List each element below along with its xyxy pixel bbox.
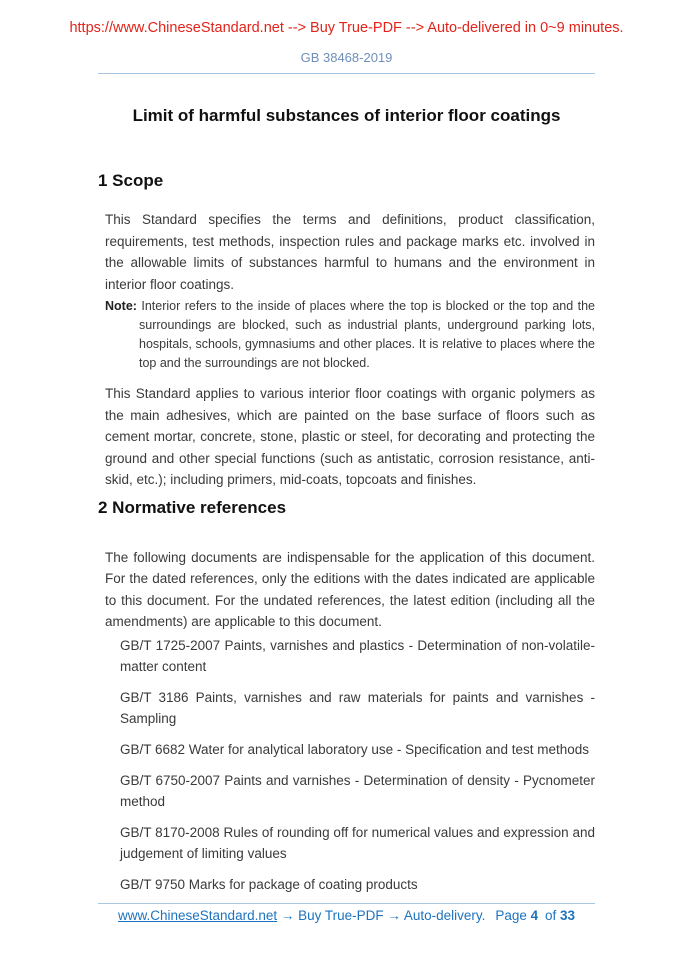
reference-list xyxy=(98,635,595,895)
standard-code: GB 38468-2019 xyxy=(300,50,393,65)
note-label: Note: xyxy=(105,299,137,313)
page-footer xyxy=(98,903,595,925)
reference-item: GB/T 9750 Marks for package of coating products xyxy=(120,876,418,892)
reference-item: GB/T 1725-2007 Paints, varnishes and plastics - Determination of non-volatile-matter content xyxy=(120,637,595,674)
reference-item: GB/T 6750-2007 Paints and varnishes - Determination of density - Pycnometer method xyxy=(120,772,595,809)
footer-site-link[interactable]: www.ChineseStandard.net xyxy=(118,908,278,923)
page-label: Page xyxy=(495,908,527,923)
promo-banner: https://www.ChineseStandard.net --> Buy True-PDF --> Auto-delivered in 0~9 minutes. xyxy=(69,20,624,36)
scope-paragraph-1: This Standard specifies the terms and definitions, product classification, requirements, test methods, inspection rules and package marks etc. involved in the allowable limits of substances harmful to humans and the environment in interior floor coatings. xyxy=(105,212,595,292)
reference-item: GB/T 6682 Water for analytical laboratory use - Specification and test methods xyxy=(120,741,589,757)
footer-rule xyxy=(98,903,595,904)
scope-note xyxy=(105,297,595,373)
page-title: Limit of harmful substances of interior floor coatings xyxy=(132,106,561,125)
footer-left xyxy=(118,907,485,925)
section-heading-scope: 1 Scope xyxy=(98,171,164,190)
section-heading-normative: 2 Normative references xyxy=(98,497,287,517)
reference-item: GB/T 3186 Paints, varnishes and raw materials for paints and varnishes - Sampling xyxy=(120,689,595,726)
footer-buy-text: → Buy True-PDF → Auto-delivery. xyxy=(280,908,486,923)
normative-intro: The following documents are indispensable for the application of this document. For the dated references, only the editions with the dates indicated are applicable to this document. For the undated references, the latest edition (including all the amendments) are applicable to this document. xyxy=(105,549,595,629)
reference-item: GB/T 8170-2008 Rules of rounding off for numerical values and expression and judgement of limiting values xyxy=(120,824,595,861)
header-rule xyxy=(98,73,595,74)
of-label: of xyxy=(544,908,557,923)
page-total: 33 xyxy=(559,908,575,923)
scope-paragraph-2: This Standard applies to various interior floor coatings with organic polymers as the main adhesives, which are painted on the base surface of floors such as cement mortar, concrete, stone, plastic or steel, for decorating and protecting the ground and other special functions (such as antistatic, corrosion resistance, anti-skid, etc.); including primers, mid-coats, topcoats and finishes. xyxy=(105,386,595,487)
footer-row xyxy=(98,907,595,925)
note-text: Interior refers to the inside of places where the top is blocked or the top and the surroundings are blocked, such as industrial plants, underground parking lots, hospitals, schools, gymnasiums and other places. It is relative to places where the top and the surroundings are not blocked. xyxy=(139,299,595,370)
page-number: 4 xyxy=(530,908,539,923)
page-indicator xyxy=(492,907,575,925)
